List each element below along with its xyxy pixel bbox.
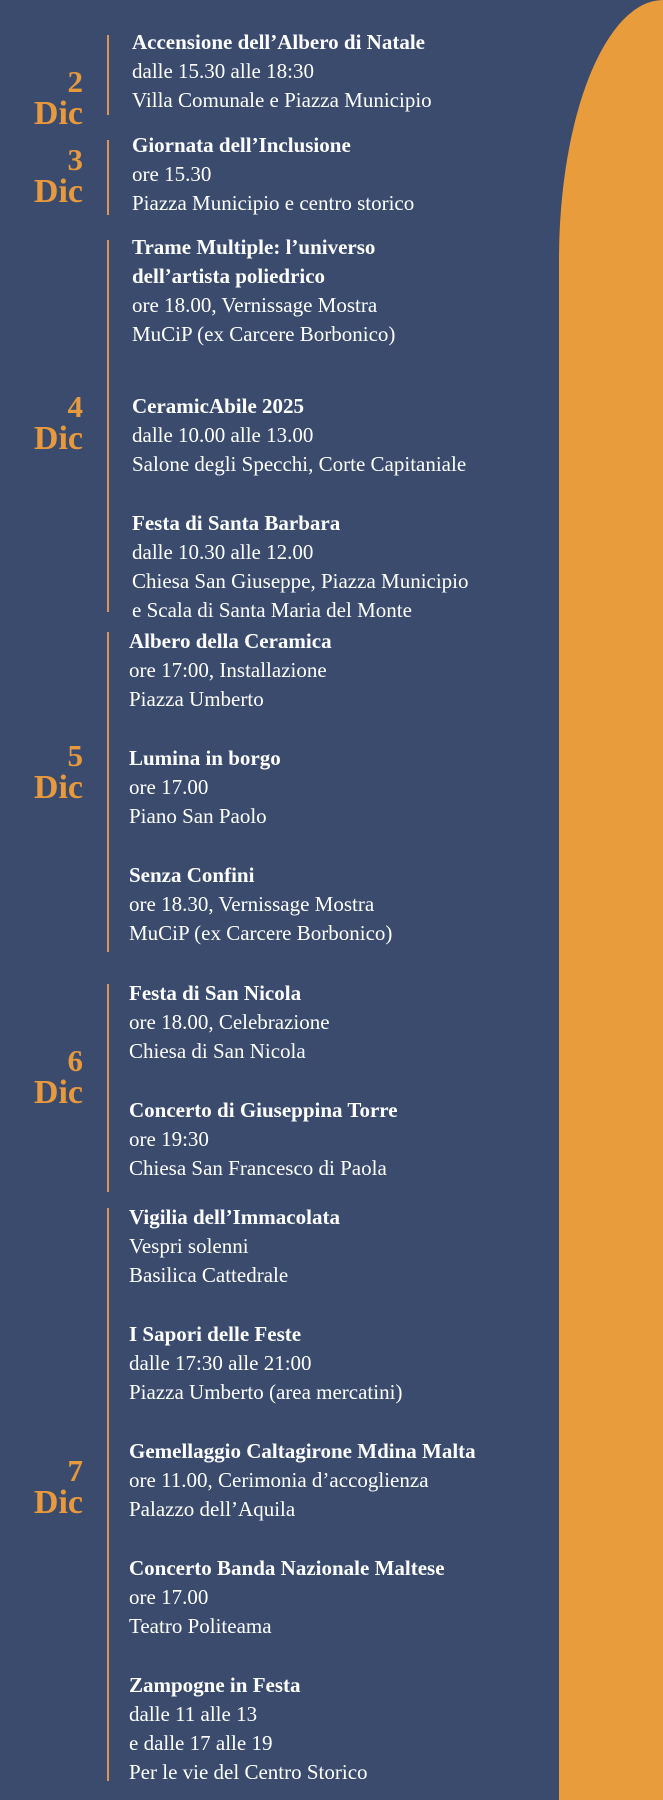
event-title: Gemellaggio Caltagirone Mdina Malta bbox=[129, 1439, 476, 1463]
event-item bbox=[129, 1096, 398, 1183]
event-item bbox=[129, 744, 281, 831]
event-detail: Piazza Umberto bbox=[129, 687, 264, 711]
event-item bbox=[129, 1320, 402, 1407]
event-detail: MuCiP (ex Carcere Borbonico) bbox=[132, 322, 396, 346]
event-detail: ore 17:00, Installazione bbox=[129, 658, 327, 682]
event-detail: Vespri solenni bbox=[129, 1234, 249, 1258]
event-detail: ore 18.30, Vernissage Mostra bbox=[129, 892, 375, 916]
event-item bbox=[132, 28, 432, 115]
event-item bbox=[129, 627, 332, 714]
event-detail: Salone degli Specchi, Corte Capitaniale bbox=[132, 452, 467, 476]
day-number: 2 bbox=[67, 64, 83, 99]
event-title: Accensione dell’Albero di Natale bbox=[132, 30, 425, 54]
timeline-divider bbox=[107, 140, 109, 215]
event-item bbox=[129, 1437, 476, 1524]
event-detail: e Scala di Santa Maria del Monte bbox=[132, 598, 412, 622]
event-detail: Piano San Paolo bbox=[129, 804, 267, 828]
event-item bbox=[132, 509, 469, 625]
event-detail: ore 18.00, Celebrazione bbox=[129, 1010, 330, 1034]
event-item bbox=[129, 1554, 445, 1641]
event-detail: ore 18.00, Vernissage Mostra bbox=[132, 293, 378, 317]
day-number: 6 bbox=[67, 1043, 83, 1078]
event-title: Lumina in borgo bbox=[129, 746, 281, 770]
event-detail: ore 11.00, Cerimonia d’accoglienza bbox=[129, 1468, 429, 1492]
event-title: Albero della Ceramica bbox=[129, 629, 332, 653]
timeline-divider bbox=[107, 1208, 109, 1781]
event-title: I Sapori delle Feste bbox=[129, 1322, 302, 1346]
day-number: 3 bbox=[67, 142, 83, 177]
event-item bbox=[129, 1671, 368, 1787]
day-number: 5 bbox=[67, 738, 83, 773]
event-item bbox=[132, 233, 395, 349]
event-title: Vigilia dell’Immacolata bbox=[129, 1205, 340, 1229]
event-detail: Basilica Cattedrale bbox=[129, 1263, 289, 1287]
event-detail: MuCiP (ex Carcere Borbonico) bbox=[129, 921, 393, 945]
event-title: Concerto Banda Nazionale Maltese bbox=[129, 1556, 445, 1580]
event-detail: Piazza Umberto (area mercatini) bbox=[129, 1380, 403, 1404]
day-label bbox=[34, 1045, 83, 1109]
event-detail: Per le vie del Centro Storico bbox=[129, 1760, 368, 1784]
day-label bbox=[34, 391, 83, 455]
event-detail: ore 17.00 bbox=[129, 775, 209, 799]
timeline-divider bbox=[107, 632, 109, 952]
event-detail: Piazza Municipio e centro storico bbox=[132, 191, 415, 215]
day-number: 7 bbox=[67, 1453, 83, 1488]
orange-decorative-band bbox=[559, 0, 663, 1800]
timeline-divider bbox=[107, 35, 109, 115]
day-label bbox=[34, 144, 83, 208]
event-item bbox=[129, 1203, 340, 1290]
event-title: Festa di San Nicola bbox=[129, 981, 302, 1005]
event-title: Zampogne in Festa bbox=[129, 1673, 301, 1697]
event-detail: e dalle 17 alle 19 bbox=[129, 1731, 273, 1755]
event-detail: Chiesa San Giuseppe, Piazza Municipio bbox=[132, 569, 469, 593]
event-title: CeramicAbile 2025 bbox=[132, 394, 305, 418]
event-title: Senza Confini bbox=[129, 863, 255, 887]
event-title: Festa di Santa Barbara bbox=[132, 511, 341, 535]
day-month: Dic bbox=[33, 420, 83, 457]
event-title: Concerto di Giuseppina Torre bbox=[129, 1098, 398, 1122]
event-item bbox=[129, 979, 330, 1066]
event-detail: Teatro Politeama bbox=[129, 1614, 272, 1638]
timeline-divider bbox=[107, 240, 109, 612]
event-title: Trame Multiple: l’universo bbox=[132, 235, 376, 259]
event-detail: Villa Comunale e Piazza Municipio bbox=[132, 88, 432, 112]
day-month: Dic bbox=[33, 1074, 83, 1111]
event-detail: dalle 15.30 alle 18:30 bbox=[132, 59, 314, 83]
event-title: Giornata dell’Inclusione bbox=[132, 133, 351, 157]
day-month: Dic bbox=[33, 769, 83, 806]
event-detail: Palazzo dell’Aquila bbox=[129, 1497, 296, 1521]
event-detail: Chiesa San Francesco di Paola bbox=[129, 1156, 387, 1180]
day-label bbox=[34, 1455, 83, 1519]
event-detail: dalle 10.00 alle 13.00 bbox=[132, 423, 314, 447]
timeline-divider bbox=[107, 984, 109, 1192]
day-label bbox=[34, 740, 83, 804]
day-month: Dic bbox=[33, 95, 83, 132]
event-detail: Chiesa di San Nicola bbox=[129, 1039, 306, 1063]
event-detail: dalle 11 alle 13 bbox=[129, 1702, 258, 1726]
event-detail: dalle 10.30 alle 12.00 bbox=[132, 540, 314, 564]
day-label bbox=[34, 66, 83, 130]
event-detail: dalle 17:30 alle 21:00 bbox=[129, 1351, 312, 1375]
event-detail: ore 15.30 bbox=[132, 162, 212, 186]
event-detail: ore 19:30 bbox=[129, 1127, 209, 1151]
event-item bbox=[132, 392, 466, 479]
day-month: Dic bbox=[33, 173, 83, 210]
event-item bbox=[129, 861, 392, 948]
day-month: Dic bbox=[33, 1484, 83, 1521]
day-number: 4 bbox=[67, 389, 83, 424]
event-title: dell’artista poliedrico bbox=[132, 264, 326, 288]
event-detail: ore 17.00 bbox=[129, 1585, 209, 1609]
event-item bbox=[132, 131, 414, 218]
